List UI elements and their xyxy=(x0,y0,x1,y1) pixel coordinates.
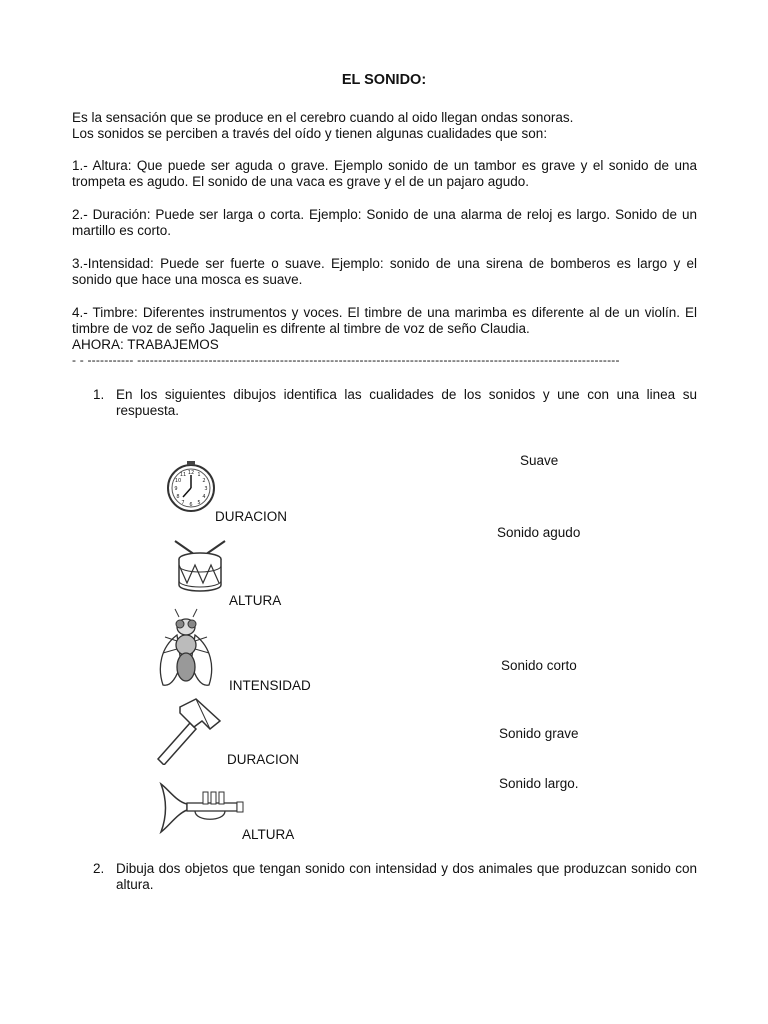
left-label-5: ALTURA xyxy=(242,827,295,842)
svg-text:6: 6 xyxy=(189,502,193,508)
right-label-3: Sonido corto xyxy=(501,658,577,673)
right-label-1: Suave xyxy=(520,453,559,468)
drum-icon xyxy=(170,537,230,597)
ahora-heading: AHORA: TRABAJEMOS xyxy=(72,337,219,352)
svg-text:3: 3 xyxy=(204,486,208,492)
svg-text:5: 5 xyxy=(197,500,201,506)
exercise-1 xyxy=(93,387,697,419)
dashed-separator: - - ----------- ------------------------------------------------------------------------------------------------------------------- xyxy=(72,353,620,367)
fly-icon xyxy=(155,607,217,693)
svg-text:7: 7 xyxy=(181,500,185,506)
trumpet-icon xyxy=(155,780,245,836)
left-label-3: INTENSIDAD xyxy=(229,678,311,693)
svg-text:10: 10 xyxy=(174,478,182,484)
quality-intensidad: 3.-Intensidad: Puede ser fuerte o suave. Ejemplo: sonido de una sirena de bomberos es largo y el sonido que hace una mosca es suave. xyxy=(72,256,697,287)
svg-text:4: 4 xyxy=(202,494,206,500)
intro-paragraph xyxy=(72,110,697,142)
intro-line-2: Los sonidos se perciben a través del oído y tienen algunas cualidades que son: xyxy=(72,126,548,141)
quality-altura: 1.- Altura: Que puede ser aguda o grave. Ejemplo sonido de un tambor es grave y el sonido de una trompeta es agudo. El sonido de una vaca es grave y el de un pajaro agudo. xyxy=(72,158,697,189)
svg-text:2: 2 xyxy=(202,478,206,484)
quality-timbre: 4.- Timbre: Diferentes instrumentos y voces. El timbre de una marimba es diferente al de un violín. El timbre de voz de seño Jaquelin es difrente al timbre de voz de seño Claudia. xyxy=(72,305,697,336)
quality-duracion: 2.- Duración: Puede ser larga o corta. Ejemplo: Sonido de una alarma de reloj es largo. Sonido de un martillo es corto. xyxy=(72,207,697,238)
left-label-1: DURACION xyxy=(215,509,288,524)
intro-line-1: Es la sensación que se produce en el cerebro cuando al oido llegan ondas sonoras. xyxy=(72,110,574,125)
left-label-4: DURACION xyxy=(227,752,300,767)
exercise-text: En los siguientes dibujos identifica las cualidades de los sonidos y une con una linea su respuesta. xyxy=(116,387,697,418)
svg-text:1: 1 xyxy=(197,472,201,478)
right-label-4: Sonido grave xyxy=(499,726,579,741)
right-label-2: Sonido agudo xyxy=(497,525,581,540)
exercise-text: Dibuja dos objetos que tengan sonido con intensidad y dos animales que produzcan sonido con altura. xyxy=(116,861,697,892)
svg-text:12: 12 xyxy=(187,470,195,476)
page-title: EL SONIDO: xyxy=(341,72,427,88)
svg-text:8: 8 xyxy=(176,494,180,500)
left-label-2: ALTURA xyxy=(229,593,282,608)
clock-icon xyxy=(165,458,217,514)
right-label-5: Sonido largo. xyxy=(499,776,579,791)
exercise-2 xyxy=(93,861,697,893)
exercise-number: 2. xyxy=(93,861,105,876)
svg-text:11: 11 xyxy=(179,472,187,478)
svg-text:9: 9 xyxy=(174,486,178,492)
hammer-icon xyxy=(150,693,222,765)
exercise-number: 1. xyxy=(93,387,105,402)
